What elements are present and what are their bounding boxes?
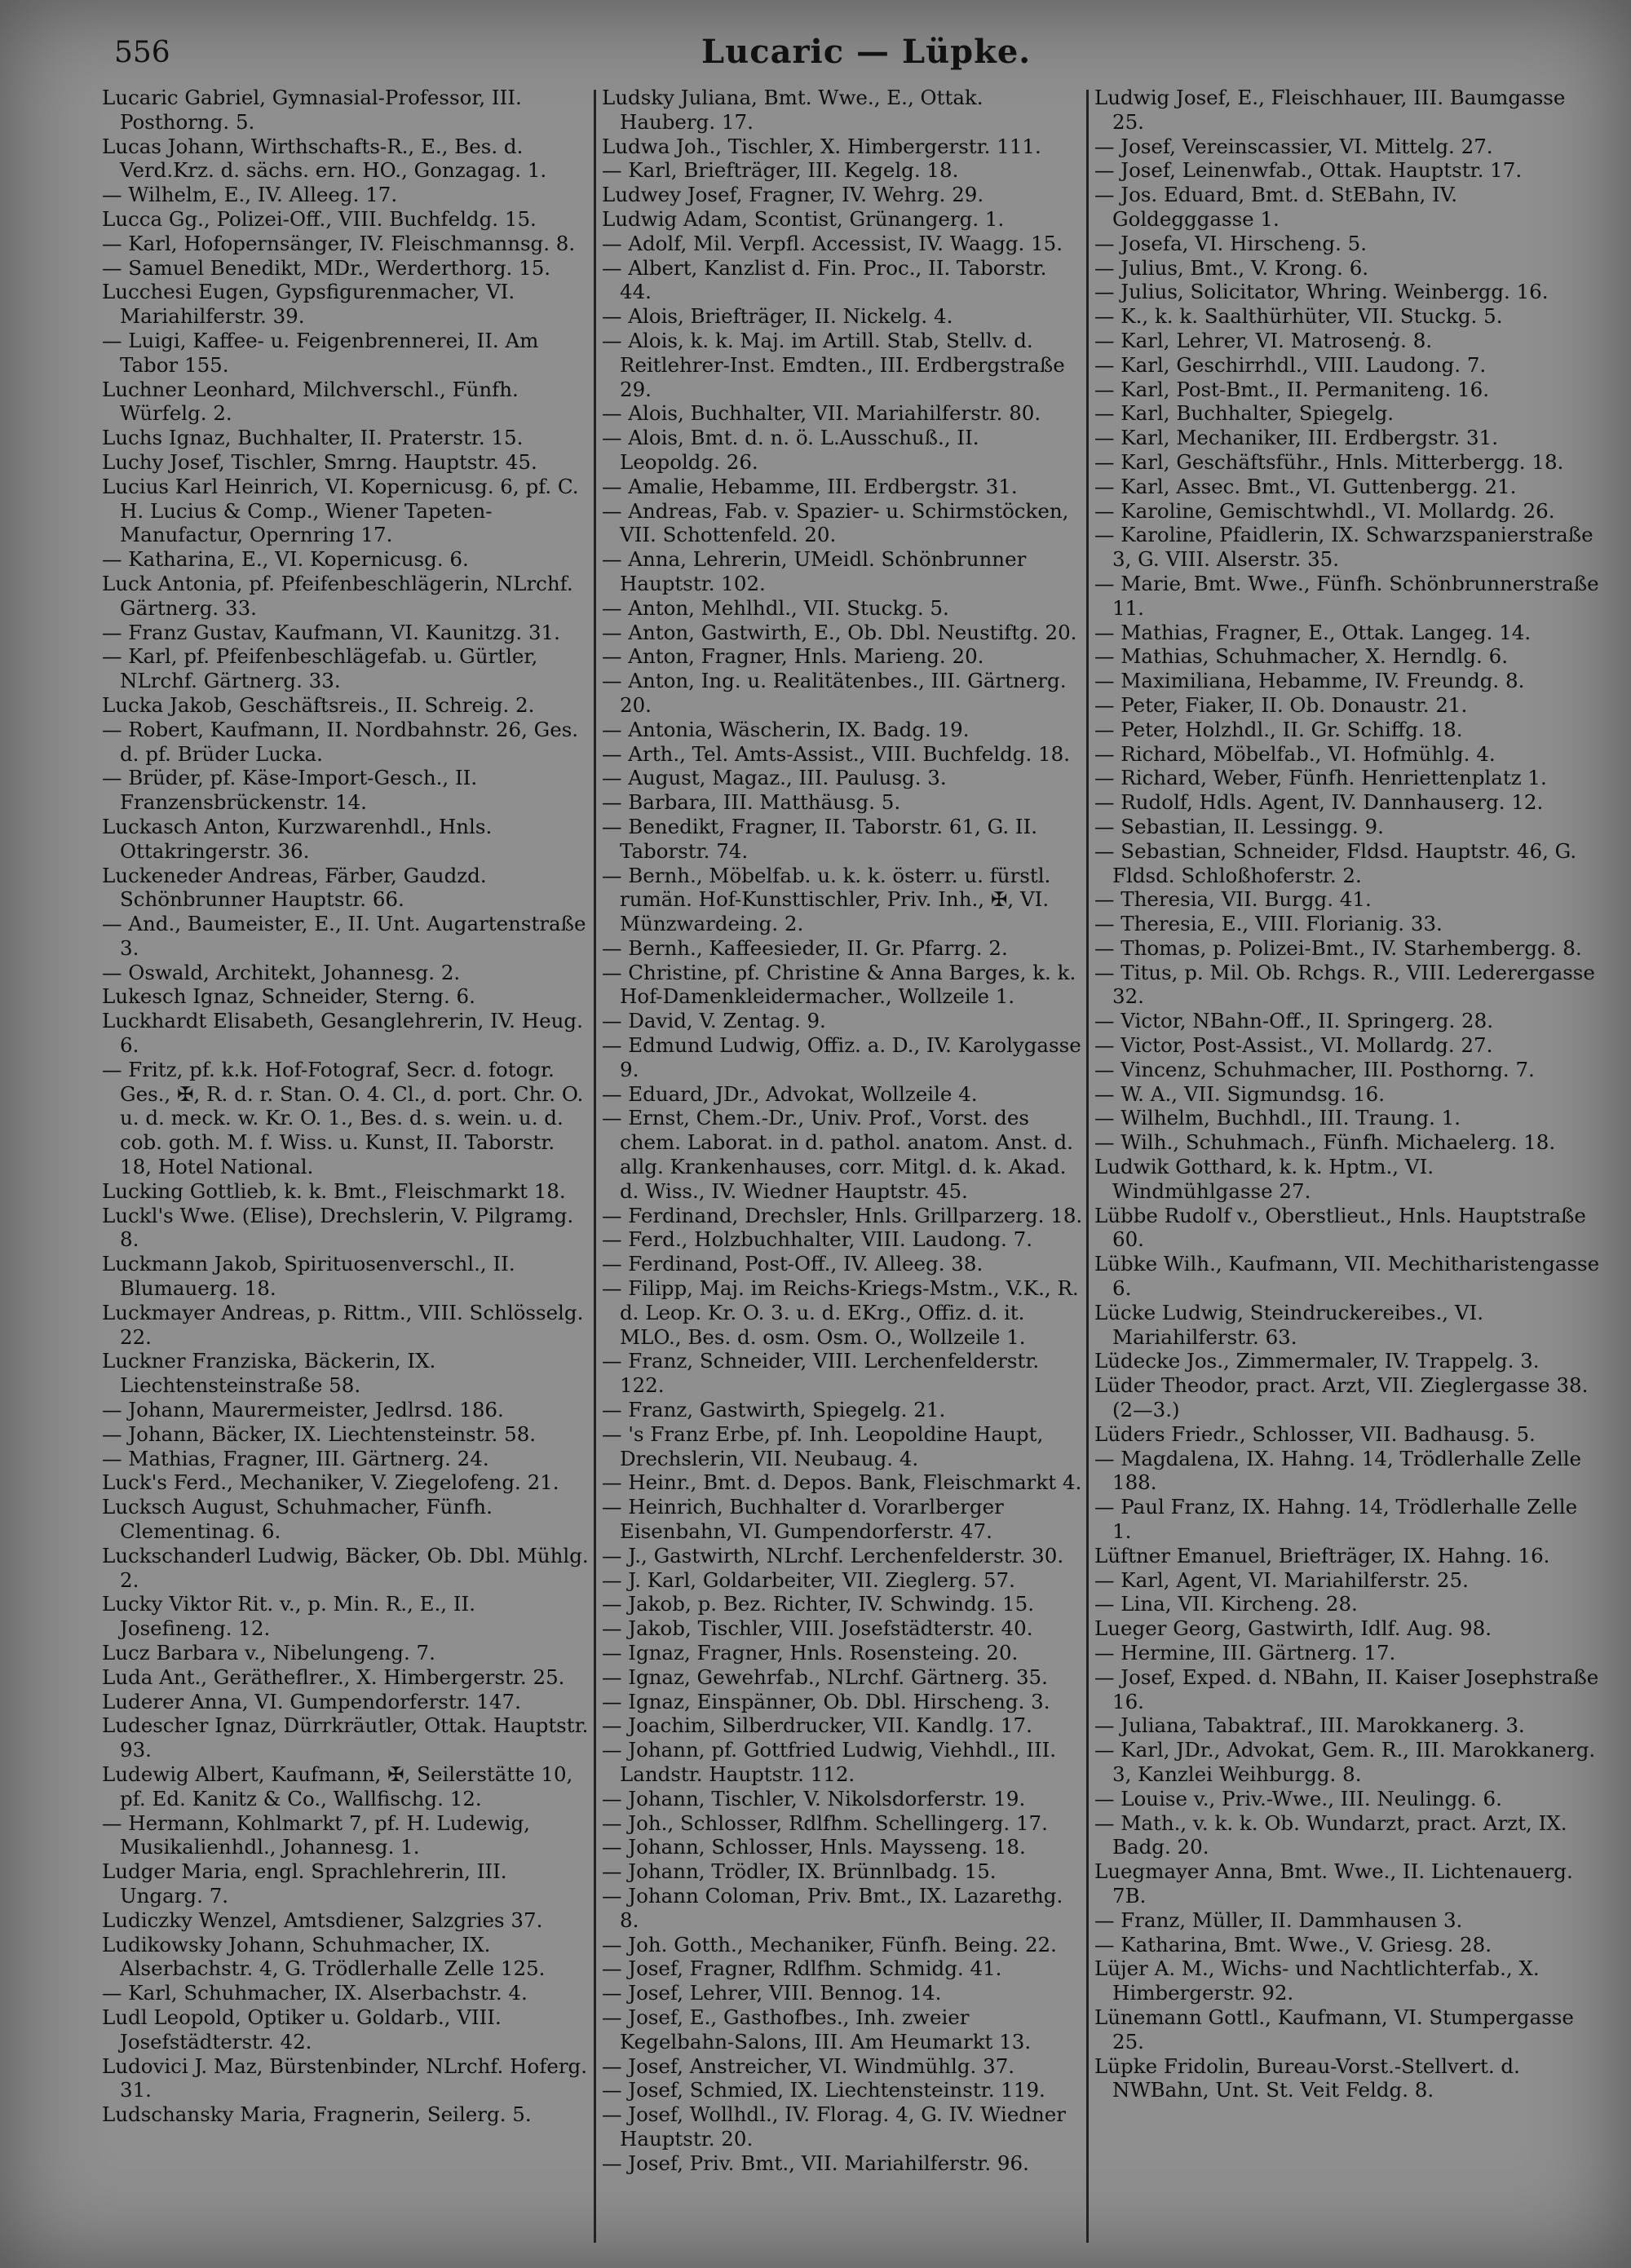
directory-entry: Lüjer A. M., Wichs- und Nachtlichterfab., X. Himbergerstr. 92. (1094, 1956, 1540, 2005)
directory-entry: Ludikowsky Johann, Schuhmacher, IX. Alserbachstr. 4, G. Trödlerhalle Zelle 125. (102, 1932, 546, 1981)
page-header (114, 33, 1582, 82)
directory-entry: — Edmund Ludwig, Offiz. a. D., IV. Karolygasse 9. (602, 1033, 1081, 1081)
directory-entry: — Josef, Schmied, IX. Liechtensteinstr. 119. (602, 2078, 1045, 2102)
directory-entry: Lucius Karl Heinrich, VI. Kopernicusg. 6, pf. C. H. Lucius & Comp., Wiener Tapeten-Manufactur, Opernring 17. (102, 474, 579, 547)
directory-entry: — Samuel Benedikt, MDr., Werderthorg. 15. (102, 255, 551, 280)
directory-entry: — Ferdinand, Post-Off., IV. Alleeg. 38. (602, 1252, 983, 1276)
directory-entry: — Johann, Bäcker, IX. Liechtensteinstr. 58. (102, 1421, 537, 1446)
directory-entry: Luda Ant., Gerätheflrer., X. Himbergerstr. 25. (102, 1665, 565, 1689)
directory-entry: Lüdecke Jos., Zimmermaler, IV. Trappelg. 3. (1094, 1349, 1540, 1373)
directory-entry: — Franz, Gastwirth, Spiegelg. 21. (602, 1398, 946, 1422)
directory-entry: — Karl, JDr., Advokat, Gem. R., III. Marokkanerg. 3, Kanzlei Weihburgg. 8. (1094, 1738, 1596, 1786)
directory-entry: — Josefa, VI. Hirscheng. 5. (1094, 231, 1368, 255)
directory-entry: — Paul Franz, IX. Hahng. 14, Trödlerhalle Zelle 1. (1094, 1495, 1578, 1544)
directory-entry: — Josef, Anstreicher, VI. Windmühlg. 37. (602, 2054, 1015, 2078)
directory-entry: — Adolf, Mil. Verpfl. Accessist, IV. Waagg. 15. (602, 231, 1063, 255)
directory-entry: Luckmann Jakob, Spirituosenverschl., II. Blumauerg. 18. (102, 1252, 515, 1301)
directory-entry: Ludescher Ignaz, Dürrkräutler, Ottak. Hauptstr. 93. (102, 1713, 589, 1762)
directory-entry: — Karl, Hofopernsänger, IV. Fleischmannsg. 8. (102, 231, 576, 255)
directory-entry: Lucas Johann, Wirthschafts-R., E., Bes. d. Verd.Krz. d. sächs. ern. HO., Gonzagag. 1. (102, 134, 547, 183)
directory-entry: Ludwik Gotthard, k. k. Hptm., VI. Windmühlgasse 27. (1094, 1155, 1434, 1203)
directory-entry: — Josef, Fragner, Rdlfhm. Schmidg. 41. (602, 1956, 1002, 1981)
directory-entry: — Math., v. k. k. Ob. Wundarzt, pract. Arzt, IX. Badg. 20. (1094, 1810, 1567, 1859)
directory-entry: Ludl Leopold, Optiker u. Goldarb., VIII. Josefstädterstr. 42. (102, 2005, 502, 2054)
directory-entry: — Marie, Bmt. Wwe., Fünfh. Schönbrunnerstraße 11. (1094, 571, 1599, 620)
directory-entry: — Jakob, Tischler, VIII. Josefstädterstr. 40. (602, 1616, 1033, 1641)
directory-entry: — Victor, NBahn-Off., II. Springerg. 28. (1094, 1009, 1494, 1033)
directory-entry: — J., Gastwirth, NLrchf. Lerchenfelderstr. 30. (602, 1543, 1064, 1567)
column-divider (594, 90, 596, 2243)
directory-entry: Luckeneder Andreas, Färber, Gaudzd. Schönbrunner Hauptstr. 66. (102, 863, 487, 912)
directory-entry: Lucaric Gabriel, Gymnasial-Professor, III. Posthorng. 5. (102, 86, 522, 134)
directory-entry: — Oswald, Architekt, Johannesg. 2. (102, 960, 461, 984)
directory-entry: Lücke Ludwig, Steindruckereibes., VI. Mariahilferstr. 63. (1094, 1300, 1484, 1349)
directory-entry: Luderer Anna, VI. Gumpendorferstr. 147. (102, 1689, 521, 1713)
directory-entry: — Ferd., Holzbuchhalter, VIII. Laudong. 7. (602, 1227, 1032, 1252)
directory-entry: — Hermine, III. Gärtnerg. 17. (1094, 1641, 1396, 1665)
directory-entry: — Louise v., Priv.-Wwe., III. Neulingg. 6. (1094, 1786, 1502, 1810)
directory-column-3 (1094, 86, 1600, 2247)
directory-entry: Lübke Wilh., Kaufmann, VII. Mechitharistengasse 6. (1094, 1252, 1600, 1301)
directory-entry: — David, V. Zentag. 9. (602, 1009, 826, 1033)
directory-entry: — Anton, Fragner, Hnls. Marieng. 20. (602, 644, 984, 669)
directory-entry: — Albert, Kanzlist d. Fin. Proc., II. Taborstr. 44. (602, 255, 1047, 304)
directory-entry: — Barbara, III. Matthäusg. 5. (602, 790, 901, 815)
directory-entry: Ludger Maria, engl. Sprachlehrerin, III. Ungarg. 7. (102, 1859, 507, 1908)
directory-entry: Lucz Barbara v., Nibelungeng. 7. (102, 1641, 435, 1665)
directory-entry: — Brüder, pf. Käse-Import-Gesch., II. Franzensbrückenstr. 14. (102, 766, 478, 815)
directory-entry: — Richard, Möbelfab., VI. Hofmühlg. 4. (1094, 741, 1496, 766)
directory-entry: — Karl, Geschirrhdl., VIII. Laudong. 7. (1094, 352, 1487, 377)
directory-entry: — Mathias, Fragner, III. Gärtnerg. 24. (102, 1446, 489, 1470)
directory-entry: Luchner Leonhard, Milchverschl., Fünfh. Würfelg. 2. (102, 377, 519, 426)
directory-entry: — Alois, Bmt. d. n. ö. L.Ausschuß., II. Leopoldg. 26. (602, 426, 979, 474)
directory-entry: Lüpke Fridolin, Bureau-Vorst.-Stellvert. d. NWBahn, Unt. St. Veit Feldg. 8. (1094, 2054, 1520, 2102)
directory-entry: Ludwa Joh., Tischler, X. Himbergerstr. 111. (602, 134, 1041, 158)
directory-entry: — Josef, Exped. d. NBahn, II. Kaiser Josephstraße 16. (1094, 1665, 1599, 1713)
directory-entry: — Anton, Mehlhdl., VII. Stuckg. 5. (602, 595, 949, 620)
directory-entry: — Josef, Lehrer, VIII. Bennog. 14. (602, 1981, 942, 2005)
directory-entry: Lucky Viktor Rit. v., p. Min. R., E., II. Josefineng. 12. (102, 1592, 476, 1641)
directory-entry: Ludsky Juliana, Bmt. Wwe., E., Ottak. Hauberg. 17. (602, 86, 983, 134)
directory-entry: — Franz, Müller, II. Dammhausen 3. (1094, 1908, 1463, 1932)
directory-entry: — Thomas, p. Polizei-Bmt., IV. Starhembergg. 8. (1094, 935, 1582, 960)
directory-entry: — Josef, E., Gasthofbes., Inh. zweier Kegelbahn-Salons, III. Am Heumarkt 13. (602, 2005, 1032, 2054)
directory-entry: — Andreas, Fab. v. Spazier- u. Schirmstöcken, VII. Schottenfeld. 20. (602, 498, 1069, 547)
directory-entry: — Luigi, Kaffee- u. Feigenbrennerei, II. Am Tabor 155. (102, 328, 539, 377)
directory-entry: — Franz Gustav, Kaufmann, VI. Kaunitzg. 31. (102, 620, 560, 644)
directory-entry: — Josef, Priv. Bmt., VII. Mariahilferstr. 96. (602, 2151, 1029, 2175)
directory-entry: Lüftner Emanuel, Briefträger, IX. Hahng. 16. (1094, 1543, 1550, 1567)
directory-entry: — Eduard, JDr., Advokat, Wollzeile 4. (602, 1081, 978, 1106)
directory-entry: — Amalie, Hebamme, III. Erdbergstr. 31. (602, 474, 1018, 498)
directory-entry: — And., Baumeister, E., II. Unt. Augartenstraße 3. (102, 912, 586, 960)
directory-entry: — Fritz, pf. k.k. Hof-Fotograf, Secr. d. fotogr. Ges., ✠, R. d. r. Stan. O. 4. Cl., d. port. Chr. O. u. d. meck. w. Kr. O. 1., Bes. d. s. wein. u. d. cob. goth. M. f. Wiss. u. Kunst, II. Taborstr. 18, Hotel National. (102, 1057, 584, 1179)
directory-entry: — Karl, Buchhalter, Spiegelg. (1094, 401, 1395, 426)
directory-entry: — August, Magaz., III. Paulusg. 3. (602, 766, 947, 790)
directory-entry: — Karl, Mechaniker, III. Erdbergstr. 31. (1094, 426, 1499, 450)
directory-entry: Luckschanderl Ludwig, Bäcker, Ob. Dbl. Mühlg. 2. (102, 1543, 589, 1592)
directory-entry: — Juliana, Tabaktraf., III. Marokkanerg. 3. (1094, 1713, 1525, 1738)
directory-entry: — Karl, Agent, VI. Mariahilferstr. 25. (1094, 1567, 1469, 1592)
directory-entry: Luckmayer Andreas, p. Rittm., VIII. Schlösselg. 22. (102, 1300, 584, 1349)
directory-entry: — Julius, Solicitator, Whring. Weinbergg. 16. (1094, 280, 1549, 304)
directory-entry: — Johann, Tischler, V. Nikolsdorferstr. 19. (602, 1786, 1026, 1810)
directory-entry: — Josef, Vereinscassier, VI. Mittelg. 27. (1094, 134, 1493, 158)
directory-entry: — Sebastian, Schneider, Fldsd. Hauptstr. 46, G. Fldsd. Schloßhoferstr. 2. (1094, 838, 1577, 887)
directory-entry: Luck Antonia, pf. Pfeifenbeschlägerin, NLrchf. Gärtnerg. 33. (102, 571, 573, 620)
directory-entry: — Julius, Bmt., V. Krong. 6. (1094, 255, 1369, 280)
directory-entry: — Joh., Schlosser, Rdlfhm. Schellingerg. 17. (602, 1810, 1048, 1835)
directory-entry: — Ferdinand, Drechsler, Hnls. Grillparzerg. 18. (602, 1203, 1083, 1227)
directory-entry: Lucchesi Eugen, Gypsfigurenmacher, VI. Mariahilferstr. 39. (102, 280, 515, 329)
directory-entry: — Wilhelm, E., IV. Alleeg. 17. (102, 183, 398, 207)
running-title: Lucaric — Lüpke. (701, 33, 1032, 71)
directory-entry: — Karl, Schuhmacher, IX. Alserbachstr. 4. (102, 1981, 528, 2005)
directory-entry: — Johann Coloman, Priv. Bmt., IX. Lazarethg. 8. (602, 1883, 1063, 1932)
directory-entry: — Karl, Briefträger, III. Kegelg. 18. (602, 158, 959, 183)
directory-entry: — Peter, Fiaker, II. Ob. Donaustr. 21. (1094, 692, 1468, 717)
directory-entry: Luckasch Anton, Kurzwarenhdl., Hnls. Ottakringerstr. 36. (102, 814, 493, 863)
directory-entry: — Karl, pf. Pfeifenbeschlägefab. u. Gürtler, NLrchf. Gärtnerg. 33. (102, 644, 538, 693)
directory-entry: — Heinrich, Buchhalter d. Vorarlberger Eisenbahn, VI. Gumpendorferstr. 47. (602, 1495, 1004, 1544)
directory-entry: — Anton, Gastwirth, E., Ob. Dbl. Neustiftg. 20. (602, 620, 1077, 644)
directory-entry: Lüder Theodor, pract. Arzt, VII. Zieglergasse 38. (2—3.) (1094, 1373, 1589, 1422)
directory-entry: — Antonia, Wäscherin, IX. Badg. 19. (602, 717, 970, 741)
directory-entry: Luckl's Wwe. (Elise), Drechslerin, V. Pilgramg. 8. (102, 1203, 574, 1252)
directory-entry: — Magdalena, IX. Hahng. 14, Trödlerhalle Zelle 188. (1094, 1446, 1582, 1495)
directory-entry: — 's Franz Erbe, pf. Inh. Leopoldine Haupt, Drechslerin, VII. Neubaug. 4. (602, 1421, 1044, 1470)
directory-entry: Luck's Ferd., Mechaniker, V. Ziegelofeng. 21. (102, 1470, 559, 1495)
directory-entry: — Ernst, Chem.-Dr., Univ. Prof., Vorst. des chem. Laborat. in d. pathol. anatom. Anst. d. allg. Krankenhauses, corr. Mitgl. d. k. Akad. d. Wiss., IV. Wiedner Hauptstr. 45. (602, 1106, 1073, 1203)
directory-entry: — Franz, Schneider, VIII. Lerchenfelderstr. 122. (602, 1349, 1040, 1398)
directory-entry: — Karl, Assec. Bmt., VI. Guttenbergg. 21. (1094, 474, 1517, 498)
directory-entry: Lueger Georg, Gastwirth, Idlf. Aug. 98. (1094, 1616, 1492, 1641)
directory-entry: — Benedikt, Fragner, II. Taborstr. 61, G. II. Taborstr. 74. (602, 814, 1038, 863)
directory-entry: — Alois, Briefträger, II. Nickelg. 4. (602, 304, 953, 329)
directory-entry: — Vincenz, Schuhmacher, III. Posthorng. 7. (1094, 1057, 1535, 1081)
directory-entry: — Johann, pf. Gottfried Ludwig, Viehhdl., III. Landstr. Hauptstr. 112. (602, 1738, 1057, 1786)
directory-entry: — Mathias, Fragner, E., Ottak. Langeg. 14. (1094, 620, 1532, 644)
directory-entry: Lucca Gg., Polizei-Off., VIII. Buchfeldg. 15. (102, 206, 537, 231)
directory-entry: — Johann, Trödler, IX. Brünnlbadg. 15. (602, 1859, 997, 1884)
directory-entry: — Ignaz, Einspänner, Ob. Dbl. Hirscheng. 3. (602, 1689, 1050, 1713)
directory-entry: — Karl, Geschäftsführ., Hnls. Mitterbergg. 18. (1094, 449, 1564, 474)
directory-entry: Ludewig Albert, Kaufmann, ✠, Seilerstätte 10, pf. Ed. Kanitz & Co., Wallfischg. 12. (102, 1762, 573, 1810)
directory-entry: Luckhardt Elisabeth, Gesanglehrerin, IV. Heug. 6. (102, 1009, 583, 1058)
directory-entry: — Ignaz, Gewehrfab., NLrchf. Gärtnerg. 35. (602, 1665, 1048, 1689)
directory-entry: — Titus, p. Mil. Ob. Rchgs. R., VIII. Lederergasse 32. (1094, 960, 1595, 1009)
directory-entry: — Maximiliana, Hebamme, IV. Freundg. 8. (1094, 669, 1525, 693)
directory-entry: Luchs Ignaz, Buchhalter, II. Praterstr. 15. (102, 426, 524, 450)
directory-entry: — Hermann, Kohlmarkt 7, pf. H. Ludewig, Musikalienhdl., Johannesg. 1. (102, 1810, 530, 1859)
directory-entry: Ludschansky Maria, Fragnerin, Seilerg. 5. (102, 2102, 532, 2127)
directory-entry: Luckner Franziska, Bäckerin, IX. Liechtensteinstraße 58. (102, 1349, 436, 1398)
directory-entry: — Katharina, E., VI. Kopernicusg. 6. (102, 547, 469, 572)
directory-entry: Lucksch August, Schuhmacher, Fünfh. Clementinag. 6. (102, 1495, 493, 1544)
directory-entry: — Peter, Holzhdl., II. Gr. Schiffg. 18. (1094, 717, 1463, 741)
directory-entry: — Alois, k. k. Maj. im Artill. Stab, Stellv. d. Reitlehrer-Inst. Emdten., III. Erdbergstraße 29. (602, 328, 1065, 401)
directory-entry: — Rudolf, Hdls. Agent, IV. Dannhauserg. 12. (1094, 790, 1544, 815)
directory-entry: — Karl, Post-Bmt., II. Permaniteng. 16. (1094, 377, 1490, 401)
directory-entry: — Christine, pf. Christine & Anna Barges, k. k. Hof-Damenkleidermacher., Wollzeile 1. (602, 960, 1076, 1009)
directory-entry: Ludovici J. Maz, Bürstenbinder, NLrchf. Hoferg. 31. (102, 2054, 587, 2102)
directory-entry: — Karoline, Pfaidlerin, IX. Schwarzspanierstraße 3, G. VIII. Alserstr. 35. (1094, 523, 1593, 572)
directory-entry: — Karl, Lehrer, VI. Matrosenġ. 8. (1094, 328, 1433, 352)
directory-entry: — Arth., Tel. Amts-Assist., VIII. Buchfeldg. 18. (602, 741, 1071, 766)
directory-entry: — Richard, Weber, Fünfh. Henriettenplatz 1. (1094, 766, 1547, 790)
directory-entry: Ludwig Adam, Scontist, Grünangerg. 1. (602, 206, 1005, 231)
directory-entry: — Jos. Eduard, Bmt. d. StEBahn, IV. Goldegggasse 1. (1094, 183, 1457, 231)
directory-entry: — Sebastian, II. Lessingg. 9. (1094, 814, 1384, 838)
directory-entry: — Karoline, Gemischtwhdl., VI. Mollardg. 26. (1094, 498, 1555, 523)
directory-entry: — K., k. k. Saalthürhüter, VII. Stuckg. 5. (1094, 304, 1503, 329)
directory-entry: — Ignaz, Fragner, Hnls. Rosensteing. 20. (602, 1641, 1019, 1665)
directory-entry: — Robert, Kaufmann, II. Nordbahnstr. 26, Ges. d. pf. Brüder Lucka. (102, 717, 579, 766)
directory-entry: — Josef, Wollhdl., IV. Florag. 4, G. IV. Wiedner Hauptstr. 20. (602, 2102, 1066, 2151)
directory-entry: Luchy Josef, Tischler, Smrng. Hauptstr. 45. (102, 449, 537, 474)
column-divider (1086, 90, 1089, 2243)
directory-entry: — Johann, Schlosser, Hnls. Maysseng. 18. (602, 1835, 1026, 1859)
directory-entry: Ludwig Josef, E., Fleischhauer, III. Baumgasse 25. (1094, 86, 1566, 134)
directory-entry: — Wilhelm, Buchhdl., III. Traung. 1. (1094, 1106, 1461, 1130)
directory-entry: Lucka Jakob, Geschäftsreis., II. Schreig. 2. (102, 692, 535, 717)
directory-entry: — Bernh., Kaffeesieder, II. Gr. Pfarrg. 2. (602, 935, 1008, 960)
directory-entry: — Alois, Buchhalter, VII. Mariahilferstr. 80. (602, 401, 1041, 426)
directory-entry: — Johann, Maurermeister, Jedlrsd. 186. (102, 1398, 504, 1422)
directory-entry: Ludiczky Wenzel, Amtsdiener, Salzgries 37. (102, 1908, 543, 1932)
directory-entry: — Theresia, VII. Burgg. 41. (1094, 887, 1372, 912)
directory-entry: — Anton, Ing. u. Realitätenbes., III. Gärtnerg. 20. (602, 669, 1067, 717)
directory-entry: — Anna, Lehrerin, UMeidl. Schönbrunner Hauptstr. 102. (602, 547, 1027, 595)
directory-entry: — Katharina, Bmt. Wwe., V. Griesg. 28. (1094, 1932, 1492, 1956)
directory-column-2 (602, 86, 1083, 2247)
directory-entry: — Heinr., Bmt. d. Depos. Bank, Fleischmarkt 4. (602, 1470, 1082, 1495)
directory-entry: Lübbe Rudolf v., Oberstlieut., Hnls. Hauptstraße 60. (1094, 1203, 1586, 1252)
directory-entry: — J. Karl, Goldarbeiter, VII. Zieglerg. 57. (602, 1567, 1015, 1592)
directory-entry: — Josef, Leinenwfab., Ottak. Hauptstr. 17. (1094, 158, 1523, 183)
directory-entry: — Theresia, E., VIII. Florianig. 33. (1094, 912, 1443, 936)
directory-entry: Ludwey Josef, Fragner, IV. Wehrg. 29. (602, 183, 984, 207)
directory-entry: — Jakob, p. Bez. Richter, IV. Schwindg. 15. (602, 1592, 1034, 1616)
directory-entry: — Bernh., Möbelfab. u. k. k. österr. u. fürstl. rumän. Hof-Kunsttischler, Priv. Inh., ✠, VI. Münzwardeing. 2. (602, 863, 1051, 936)
directory-entry: — Joachim, Silberdrucker, VII. Kandlg. 17. (602, 1713, 1032, 1738)
directory-entry: — Joh. Gotth., Mechaniker, Fünfh. Being. 22. (602, 1932, 1057, 1956)
directory-entry: — Lina, VII. Kircheng. 28. (1094, 1592, 1358, 1616)
directory-column-1 (102, 86, 591, 2247)
directory-entry: — Filipp, Maj. im Reichs-Kriegs-Mstm., V.K., R. d. Leop. Kr. O. 3. u. d. EKrg., Offiz. d. it. MLO., Bes. d. osm. Osm. O., Wollzeile 1. (602, 1276, 1079, 1349)
page-number: 556 (114, 36, 170, 69)
directory-entry: — Mathias, Schuhmacher, X. Herndlg. 6. (1094, 644, 1508, 669)
directory-entry: Lukesch Ignaz, Schneider, Sterng. 6. (102, 984, 475, 1009)
directory-entry: Lucking Gottlieb, k. k. Bmt., Fleischmarkt 18. (102, 1178, 566, 1203)
directory-entry: Lünemann Gottl., Kaufmann, VI. Stumpergasse 25. (1094, 2005, 1574, 2054)
directory-entry: Lüders Friedr., Schlosser, VII. Badhausg. 5. (1094, 1421, 1536, 1446)
directory-entry: Luegmayer Anna, Bmt. Wwe., II. Lichtenauerg. 7B. (1094, 1859, 1573, 1908)
directory-entry: — Victor, Post-Assist., VI. Mollardg. 27. (1094, 1033, 1493, 1058)
directory-entry: — Wilh., Schuhmach., Fünfh. Michaelerg. 18. (1094, 1130, 1556, 1155)
directory-entry: — W. A., VII. Sigmundsg. 16. (1094, 1081, 1386, 1106)
